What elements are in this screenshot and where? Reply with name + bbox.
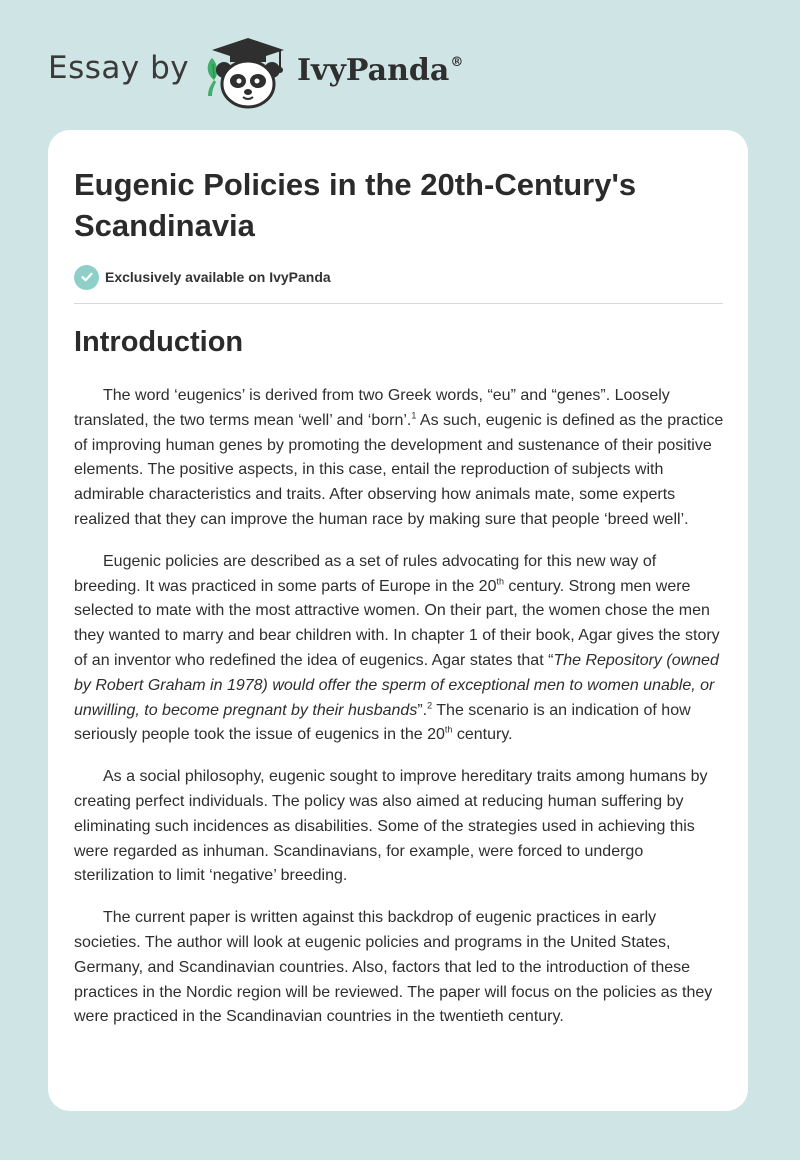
paragraph-4: The current paper is written against this backdrop of eugenic practices in early societies. The author will look at eugenic policies and programs in the United States, Germany, and Scandinavian countries. Also, factors that led to the introduction of these practices in the Nordic region will be reviewed. The paper will focus on the policies as they were practiced in the Scandinavian countries in the twentieth century. — [74, 909, 713, 1026]
brand-name-text: IvyPanda — [297, 53, 450, 88]
brand-prefix: Essay by — [48, 50, 190, 86]
footnote-ref-2[interactable]: 2 — [427, 700, 433, 711]
paragraph-3: As a social philosophy, eugenic sought to improve hereditary traits among humans by creating perfect individuals. The policy was also aimed at reducing human suffering by eliminating such incidences as disabilities. Some of the strategies used in achieving this were regarded as inhuman. Scandinavians, for example, were forced to undergo sterilization to limit ‘negative’ breeding. — [74, 768, 708, 885]
article-card — [48, 130, 748, 1111]
quoted-passage: The Repository (owned by Robert Graham in 1978) would offer the sperm of exceptional men to women unable, or unwilling, to become pregnant by their husbands — [74, 651, 719, 719]
registered-mark: ® — [450, 55, 464, 70]
ordinal-suffix: th — [496, 576, 504, 587]
footnote-ref-1[interactable]: 1 — [411, 410, 417, 421]
paragraph-1-text-a: The word ‘eugenics’ is derived from two Greek words, “eu” and “genes”. Loosely translated, the two terms mean ‘well’ and ‘born’. — [74, 387, 670, 429]
badge-text: Exclusively available on IvyPanda — [105, 269, 331, 285]
check-circle-icon — [74, 265, 99, 290]
article-body — [74, 384, 726, 1047]
ordinal-suffix: th — [444, 725, 453, 736]
paragraph-2-text-c: ”. — [417, 701, 428, 719]
divider — [74, 303, 723, 304]
paragraph-2-text-a: Eugenic policies are described as a set of rules advocating for this new way of breeding. It was practiced in some parts of Europe in the 20 — [74, 552, 657, 595]
brand-name[interactable] — [297, 53, 463, 88]
paragraph-2 — [74, 550, 726, 748]
paragraph-1 — [74, 384, 726, 533]
section-heading: Introduction — [74, 326, 244, 358]
paragraph-1-text-b: As such, eugenic is defined as the practice of improving human genes by promoting the development and sustenance of their positive elements. The positive aspects, in this case, entail the reproduction of subjects with admirable characteristics and traits. After observing how animals mate, some experts realized that they can improve the human race by making sure that people ‘breed well’. — [74, 411, 724, 528]
page-title: Eugenic Policies in the 20th-Century's Scandinavia — [74, 167, 637, 243]
paragraph-2-text-b: century. Strong men were selected to mate with the most attractive women. On their part, the women chose the men they wanted to marry and bear children with. In chapter 1 of their book, Agar gives the story of an inventor who redefined the idea of eugenics. Agar states that “ — [74, 577, 720, 669]
exclusive-badge — [74, 264, 331, 290]
site-header — [0, 0, 800, 130]
paragraph-2-text-e: century. — [452, 726, 513, 744]
panda-graduate-icon[interactable] — [200, 34, 296, 110]
paragraph-2-text-d: The scenario is an indication of how seriously people took the issue of eugenics in the 20 — [74, 701, 691, 744]
